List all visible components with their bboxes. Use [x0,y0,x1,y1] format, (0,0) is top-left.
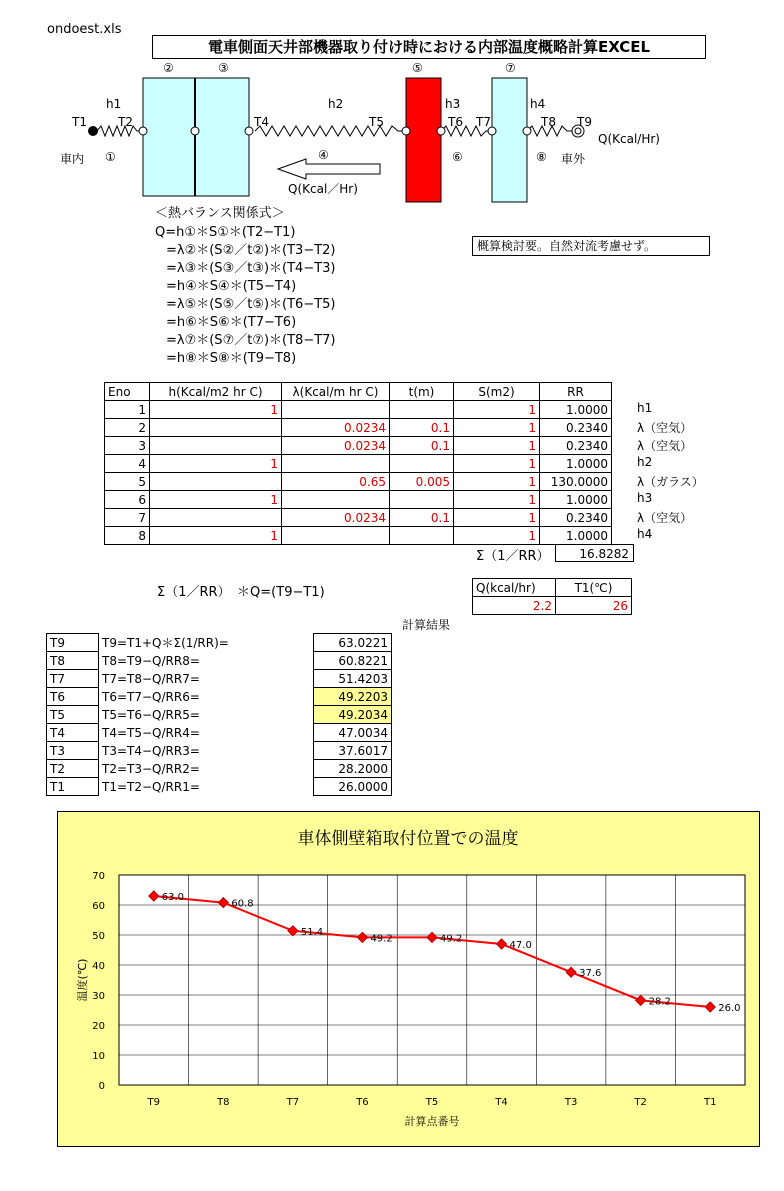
row-side-label: h2 [637,455,653,469]
label-h2: h2 [328,97,344,111]
chart-panel [57,811,760,1147]
label-inside: 車内 [60,152,85,166]
parameter-table [104,382,612,545]
row-side-label: h1 [637,401,653,415]
cell-h[interactable] [150,419,282,437]
label-q-right: Q(Kcal/Hr) [598,132,660,146]
result-formula: T2=T3−Q/RR2= [99,760,314,778]
cell-rr: 1.0000 [540,527,612,545]
cell-t[interactable] [390,527,454,545]
chart-title: 車体側壁箱取付位置での温度 [297,829,519,849]
cell-rr: 1.0000 [540,455,612,473]
row-side-label: λ（空気） [637,421,693,435]
result-value: 60.8221 [314,652,392,670]
file-name: ondoest.xls [47,22,122,37]
cell-h[interactable]: 1 [150,491,282,509]
cell-lam[interactable]: 0.0234 [282,509,390,527]
result-value: 63.0221 [314,634,392,652]
y-tick-label: 70 [92,871,105,882]
cell-t[interactable] [390,491,454,509]
glass-box [406,78,441,202]
data-label: 37.6 [579,968,602,980]
cell-lam[interactable] [282,491,390,509]
balance-line: =λ③＊(S③／t③)＊(T4−T3) [166,261,336,276]
balance-line: =h⑧＊S⑧＊(T9−T8) [166,351,297,366]
label-h3: h3 [445,97,461,111]
balance-line: =λ②＊(S②／t②)＊(T3−T2) [166,243,336,258]
cell-rr: 0.2340 [540,437,612,455]
label-circled-6: ⑥ [452,150,463,164]
data-label: 47.0 [509,940,532,951]
col-rr: RR [540,383,612,401]
balance-line: =λ⑤＊(S⑤／t⑤)＊(T6−T5) [166,297,336,312]
input-table [472,578,632,615]
result-formula: T6=T7−Q/RR6= [99,688,314,706]
result-row [47,760,465,778]
q-header: Q(kcal/hr) [473,579,556,597]
row-side-label: λ（空気） [637,439,693,453]
table-row [105,473,612,491]
balance-line: =λ⑦＊(S⑦／t⑦)＊(T8−T7) [166,333,336,348]
results-heading: 計算結果 [402,618,451,632]
label-t7: T7 [476,115,491,129]
sum-formula: Σ（1／RR） ＊Q=(T9−T1) [157,585,325,600]
result-row [47,634,465,652]
y-tick-label: 10 [92,1051,105,1062]
result-value: 47.0034 [314,724,392,742]
result-name: T8 [47,652,99,670]
cell-h[interactable] [150,437,282,455]
label-t2: T2 [118,115,133,129]
results-table [46,633,465,796]
result-value: 51.4203 [314,670,392,688]
layer-3-box [195,78,249,196]
cell-s[interactable]: 1 [454,401,540,419]
cell-eno: 1 [105,401,150,419]
balance-heading: ＜熱バランス関係式＞ [155,206,285,221]
label-h4: h4 [530,97,546,111]
sum-label: Σ（1／RR） [476,549,550,564]
x-tick-label: T9 [147,1097,161,1108]
label-outside: 車外 [561,152,586,166]
result-name: T6 [47,688,99,706]
label-t1: T1 [72,115,87,129]
result-value: 28.2000 [314,760,392,778]
result-row [47,724,465,742]
result-name: T9 [47,634,99,652]
label-h1: h1 [106,97,122,111]
col-t: t(m) [390,383,454,401]
result-value: 26.0000 [314,778,392,796]
plot-area [119,875,745,1085]
cell-s[interactable]: 1 [454,527,540,545]
result-formula: T1=T2−Q/RR1= [99,778,314,796]
cell-lam[interactable] [282,401,390,419]
result-name: T2 [47,760,99,778]
t1-node [88,126,98,136]
table-row [105,491,612,509]
x-tick-label: T7 [286,1097,300,1108]
cell-t[interactable]: 0.005 [390,473,454,491]
x-tick-label: T2 [634,1097,647,1108]
result-formula: T9=T1+Q＊Σ(1/RR)= [99,634,314,652]
cell-t[interactable] [390,455,454,473]
cell-rr: 1.0000 [540,401,612,419]
table-row [105,509,612,527]
label-circled-8: ⑧ [536,150,547,164]
result-row [47,688,465,706]
heat-flow-arrow [278,159,380,179]
cell-s[interactable]: 1 [454,491,540,509]
approx-note: 概算検討要。自然対流考慮せず。 [472,236,710,256]
col-h: h(Kcal/m2 hr C) [150,383,282,401]
cell-eno: 3 [105,437,150,455]
label-circled-5: ⑤ [412,61,423,75]
result-name: T5 [47,706,99,724]
label-circled-2: ② [163,61,174,75]
data-label: 60.8 [231,898,254,910]
data-label: 63.0 [161,892,185,903]
data-label: 51.4 [300,926,324,938]
cell-s[interactable]: 1 [454,473,540,491]
cell-h[interactable] [150,473,282,491]
result-formula: T7=T8−Q/RR7= [99,670,314,688]
layer-2-box [143,78,195,196]
x-tick-label: T3 [564,1097,578,1108]
cell-h[interactable]: 1 [150,401,282,419]
row-side-label: λ（空気） [637,511,693,525]
x-tick-label: T6 [356,1097,369,1108]
y-tick-label: 40 [92,961,105,972]
row-side-label: h3 [637,491,653,505]
label-circled-3: ③ [218,61,229,75]
result-row [47,706,465,724]
table-header-row [105,383,612,401]
cell-eno: 5 [105,473,150,491]
cell-eno: 6 [105,491,150,509]
cell-eno: 7 [105,509,150,527]
table-row [105,419,612,437]
cell-s[interactable]: 1 [454,509,540,527]
row-side-label: h4 [637,527,653,541]
q-input[interactable]: 2.2 [473,597,556,615]
result-row [47,778,465,796]
result-value: 49.2203 [314,688,392,706]
result-value: 49.2034 [314,706,392,724]
result-name: T3 [47,742,99,760]
x-tick-label: T5 [425,1097,439,1108]
label-t8: T8 [541,115,556,129]
page-title: 電車側面天井部機器取り付け時における内部温度概略計算EXCEL [152,35,706,59]
cell-s[interactable]: 1 [454,437,540,455]
result-name: T7 [47,670,99,688]
data-label: 49.2 [370,933,393,945]
data-label: 49.2 [440,933,463,945]
cell-h[interactable] [150,509,282,527]
heat-flow-diagram [0,60,784,210]
cell-lam[interactable]: 0.0234 [282,437,390,455]
label-circled-4: ④ [318,148,329,162]
x-tick-label: T4 [495,1097,508,1108]
y-tick-label: 60 [92,901,105,912]
col-lambda: λ(Kcal/m hr C) [282,383,390,401]
label-t4: T4 [254,115,269,129]
balance-line: Q=h①＊S①＊(T2−T1) [155,225,296,240]
label-t6: T6 [448,115,463,129]
data-label: 28.2 [648,996,671,1008]
cell-lam[interactable]: 0.65 [282,473,390,491]
y-axis-label: 温度(℃) [76,958,89,1002]
balance-line: =h⑥＊S⑥＊(T7−T6) [166,315,297,330]
balance-line: =h④＊S④＊(T5−T4) [166,279,297,294]
cell-s[interactable]: 1 [454,455,540,473]
label-t9: T9 [577,115,592,129]
sum-value: 16.8282 [555,544,634,562]
cell-eno: 4 [105,455,150,473]
data-label: 26.0 [718,1003,741,1014]
cell-t[interactable] [390,401,454,419]
cell-t[interactable]: 0.1 [390,509,454,527]
cell-s[interactable]: 1 [454,419,540,437]
cell-lam[interactable] [282,527,390,545]
table-row [105,455,612,473]
result-row [47,670,465,688]
x-tick-label: T8 [217,1097,230,1108]
cell-rr: 130.0000 [540,473,612,491]
cell-rr: 0.2340 [540,419,612,437]
cell-eno: 2 [105,419,150,437]
y-tick-label: 20 [92,1021,105,1032]
x-axis-label: 計算点番号 [404,1115,460,1128]
result-value: 37.6017 [314,742,392,760]
cell-lam[interactable] [282,455,390,473]
label-circled-7: ⑦ [505,61,516,75]
t1-input[interactable]: 26 [556,597,632,615]
cell-rr: 0.2340 [540,509,612,527]
label-q-left: Q(Kcal／Hr) [288,182,358,196]
cell-rr: 1.0000 [540,491,612,509]
result-formula: T3=T4−Q/RR3= [99,742,314,760]
col-s: S(m2) [454,383,540,401]
row-side-label: λ（ガラス） [637,475,704,489]
layer-7-box [492,78,527,202]
result-formula: T4=T5−Q/RR4= [99,724,314,742]
table-row [105,527,612,545]
y-tick-label: 0 [98,1081,105,1092]
col-eno: Eno [105,383,150,401]
cell-eno: 8 [105,527,150,545]
table-row [105,437,612,455]
result-formula: T8=T9−Q/RR8= [99,652,314,670]
y-tick-label: 50 [92,931,105,942]
cell-h[interactable]: 1 [150,527,282,545]
cell-t[interactable]: 0.1 [390,437,454,455]
result-formula: T5=T6−Q/RR5= [99,706,314,724]
t1-header: T1(℃) [556,579,632,597]
cell-lam[interactable]: 0.0234 [282,419,390,437]
table-row [105,401,612,419]
y-tick-label: 30 [92,991,105,1002]
x-tick-label: T1 [703,1097,717,1108]
result-row [47,742,465,760]
cell-t[interactable]: 0.1 [390,419,454,437]
temperature-chart [58,812,759,1146]
label-circled-1: ① [105,150,116,164]
label-t5: T5 [369,115,384,129]
cell-h[interactable]: 1 [150,455,282,473]
result-row [47,652,465,670]
result-name: T1 [47,778,99,796]
result-name: T4 [47,724,99,742]
